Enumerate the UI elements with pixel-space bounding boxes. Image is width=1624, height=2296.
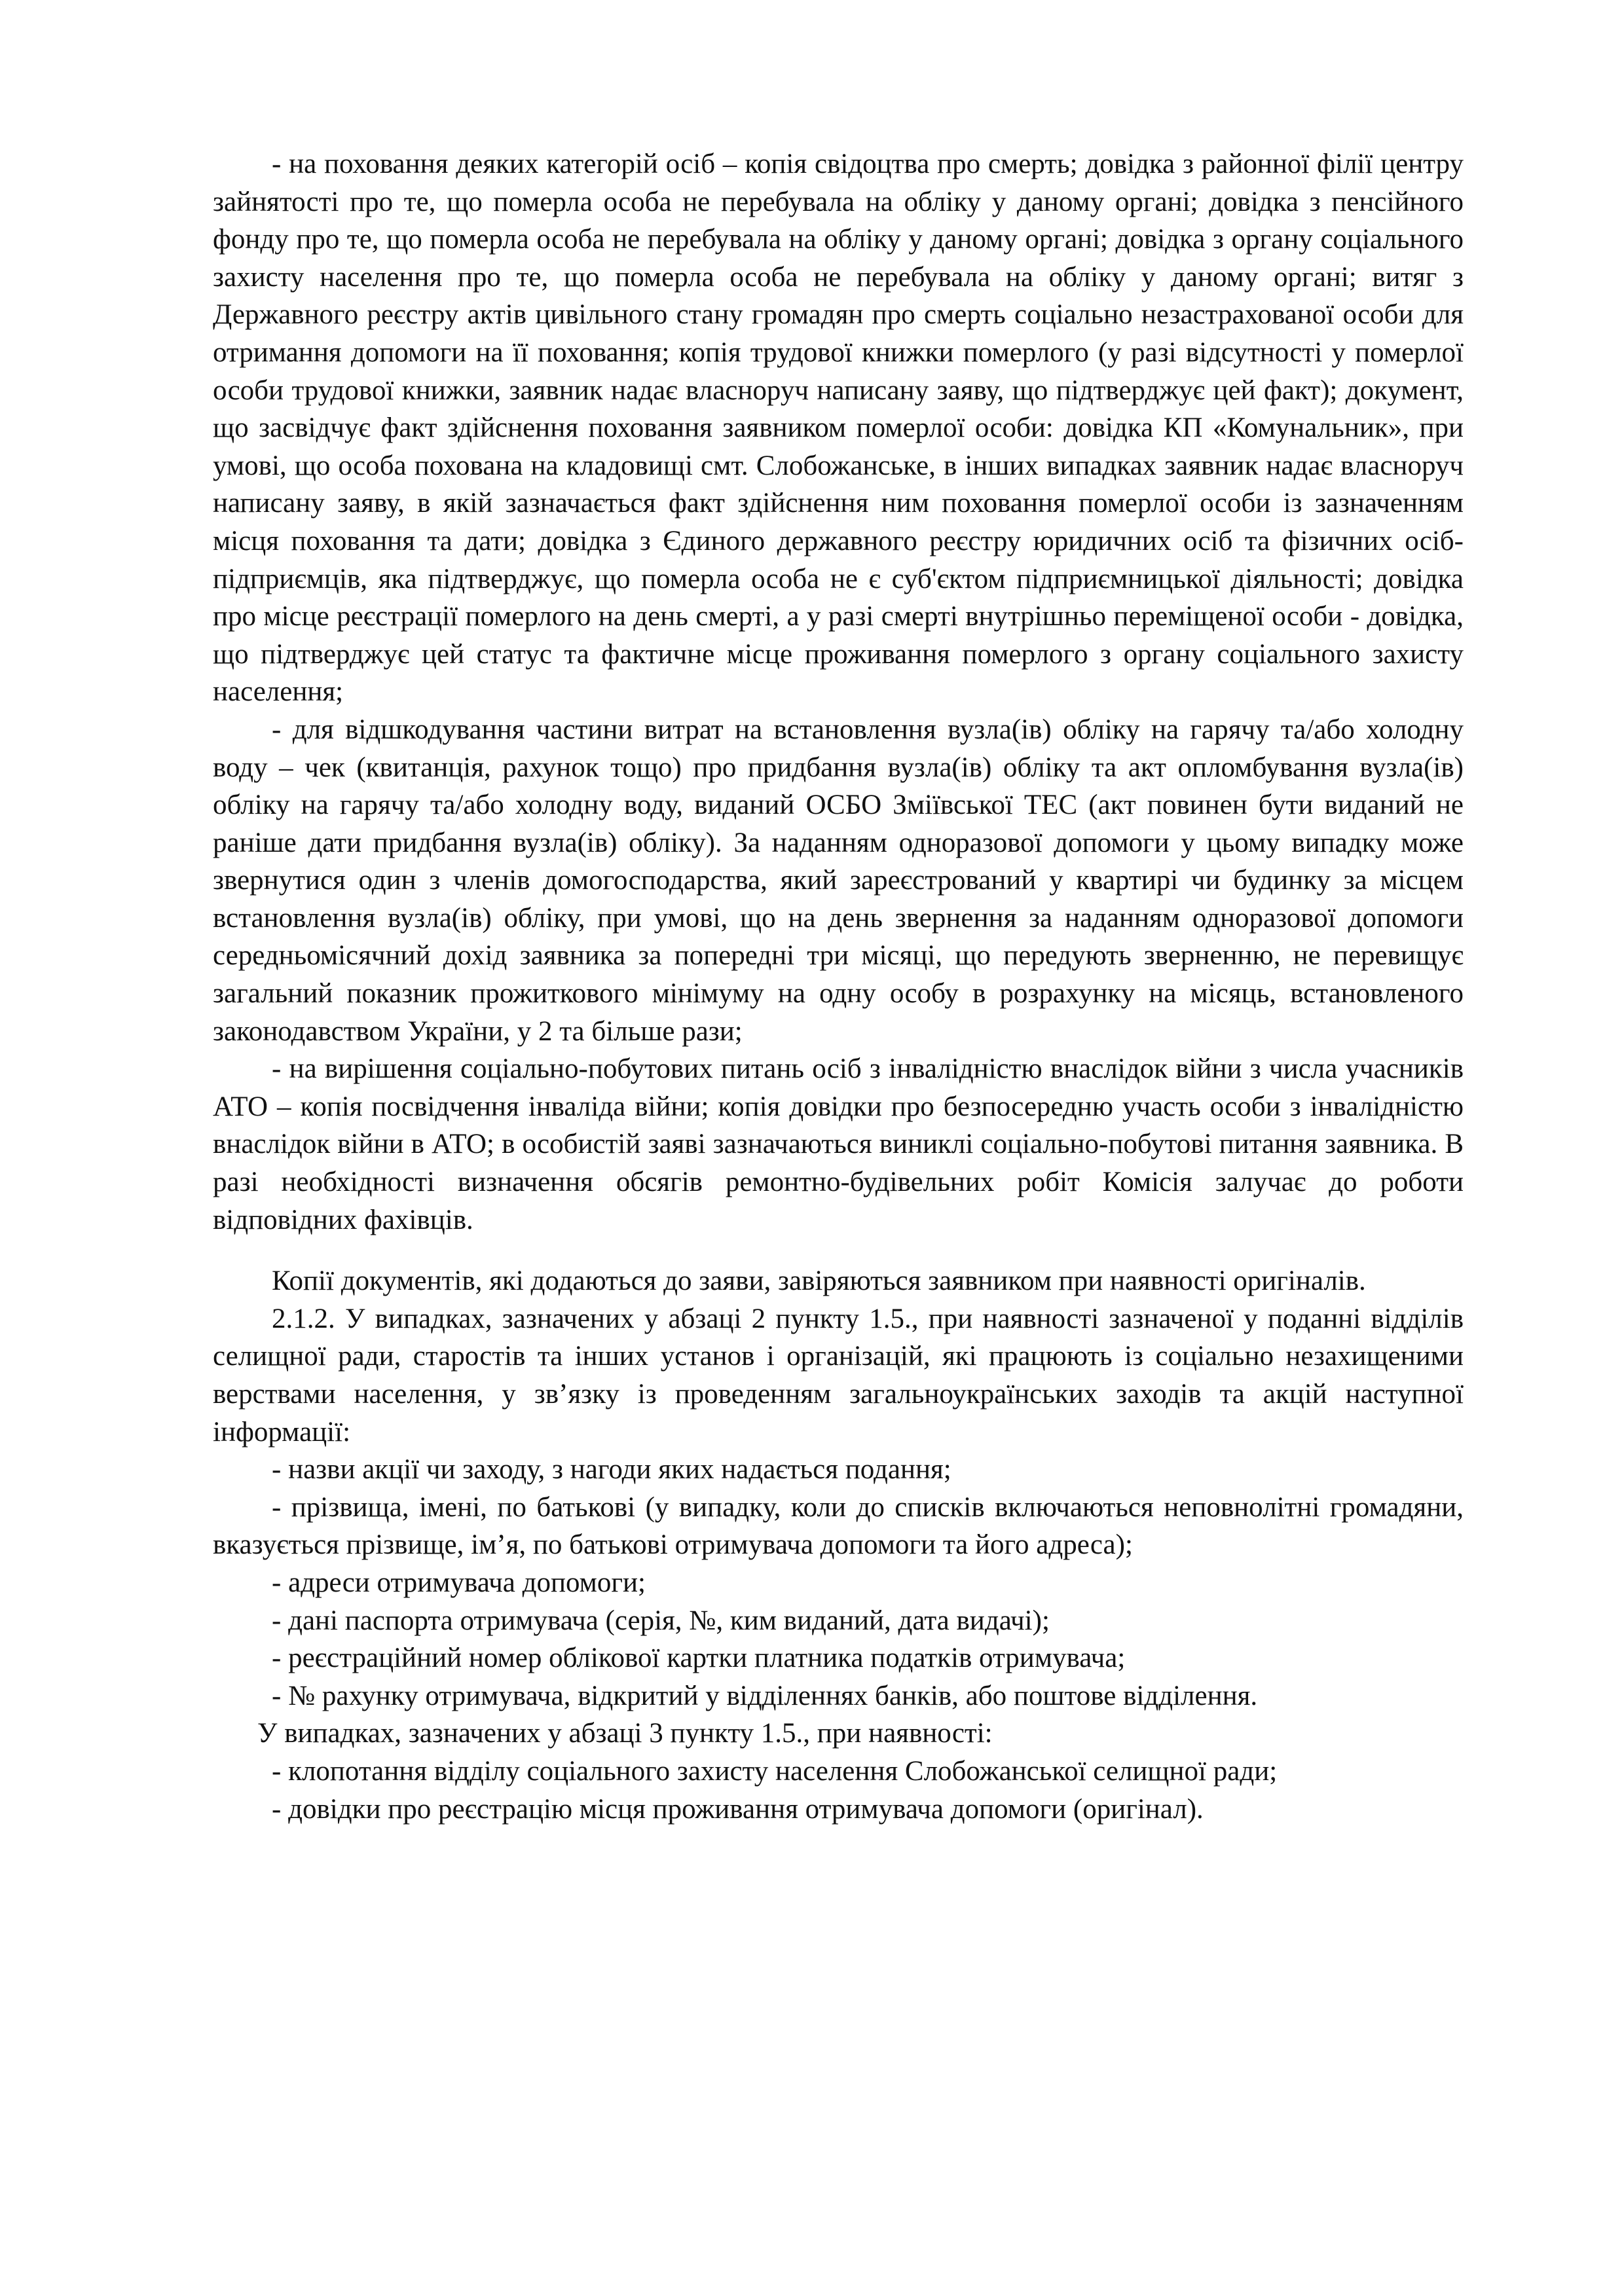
paragraph-water-meter-compensation: - для відшкодування частини витрат на встановлення вузла(ів) обліку на гарячу та/або холодну воду – чек (квитанція, рахунок тощо) про придбання вузла(ів) обліку та акт опломбування вузла(ів) обліку на гарячу та/або холодну воду, виданий ОСБО Зміївської ТЕС (акт повинен бути виданий не раніше дати придбання вузла(ів) обліку). За наданням одноразової допомоги у цьому випадку може звернутися один з членів домогосподарства, який зареєстрований у квартирі чи будинку за місцем встановлення вузла(ів) обліку, при умові, що на день звернення за наданням одноразової допомоги середньомісячний дохід заявника за попередні три місяці, що передують зверненню, не перевищує загальний показник прожиткового мінімуму на одну особу в розрахунку на місяць, встановленого законодавством України, у 2 та більше рази;	[213, 714, 1464, 1047]
list-item-petition: - клопотання відділу соціального захисту населення Слобожанської селищної ради;	[272, 1755, 1278, 1787]
list-item-address: - адреси отримувача допомоги;	[272, 1567, 646, 1598]
document-page	[213, 145, 1464, 1828]
paragraph-clause-3: У випадках, зазначених у абзаці 3 пункту 1.5., при наявності:	[257, 1718, 993, 1749]
paragraph-ato-disability: - на вирішення соціально-побутових питань осіб з інвалідністю внаслідок війни з числа учасників АТО – копія посвідчення інваліда війни; копія довідки про безпосередню участь особи з інвалідністю внаслідок війни в АТО; в особистій заяві зазначаються виниклі соціально-побутові питання заявника. В разі необхідності визначення обсягів ремонтно-будівельних робіт Комісія залучає до роботи відповідних фахівців.	[213, 1053, 1464, 1235]
list-item-event-name: - назви акції чи заходу, з нагоди яких надається подання;	[272, 1454, 951, 1485]
paragraph-burial-documents: - на поховання деяких категорій осіб – копія свідоцтва про смерть; довідка з районної філії центру зайнятості про те, що померла особа не перебувала на обліку у даному органі; довідка з пенсійного фонду про те, що померла особа не перебувала на обліку у даному органі; довідка з органу соціального захисту населення про те, що померла особа не перебувала на обліку у даному органі; витяг з Державного реєстру актів цивільного стану громадян про смерть соціально незастрахованої особи для отримання допомоги на її поховання; копія трудової книжки померлого (у разі відсутності у померлої особи трудової книжки, заявник надає власноруч написану заяву, що підтверджує цей факт); документ, що засвідчує факт здійснення поховання заявником померлої особи: довідка КП «Комунальник», при умові, що особа похована на кладовищі смт. Слобожанське, в інших випадках заявник надає власноруч написану заяву, в якій зазначається факт здійснення ним поховання померлої особи із зазначенням місця поховання та дати; довідка з Єдиного державного реєстру юридичних осіб та фізичних осіб-підприємців, яка підтверджує, що померла особа не є суб'єктом підприємницької діяльності; довідка про місце реєстрації померлого на день смерті, а у разі смерті внутрішньо переміщеної особи - довідка, що підтверджує цей статус та фактичне місце проживання померлого з органу соціального захисту населення;	[213, 149, 1464, 708]
list-item-full-name: - прізвища, імені, по батькові (у випадку, коли до списків включаються неповнолітні громадяни, вказується прізвище, ім’я, по батькові отримувача допомоги та його адреса);	[213, 1491, 1464, 1561]
paragraph-section-2-1-2: 2.1.2. У випадках, зазначених у абзаці 2 пункту 1.5., при наявності зазначеної у поданні відділів селищної ради, старостів та інших установ і організацій, які працюють із соціально незахищеними верствами населення, у зв’язку із проведенням загальноукраїнських заходів та акцій наступної інформації:	[213, 1303, 1464, 1448]
list-item-bank-account: - № рахунку отримувача, відкритий у відділеннях банків, або поштове відділення.	[272, 1680, 1258, 1711]
paragraph-document-copies: Копії документів, які додаються до заяви, завіряються заявником при наявності оригіналів.	[272, 1266, 1366, 1297]
list-item-tax-number: - реєстраційний номер облікової картки платника податків отримувача;	[272, 1643, 1126, 1674]
list-item-residence-certificate: - довідки про реєстрацію місця проживання отримувача допомоги (оригінал).	[272, 1793, 1204, 1825]
list-item-passport: - дані паспорта отримувача (серія, №, ким виданий, дата видачі);	[272, 1605, 1050, 1636]
